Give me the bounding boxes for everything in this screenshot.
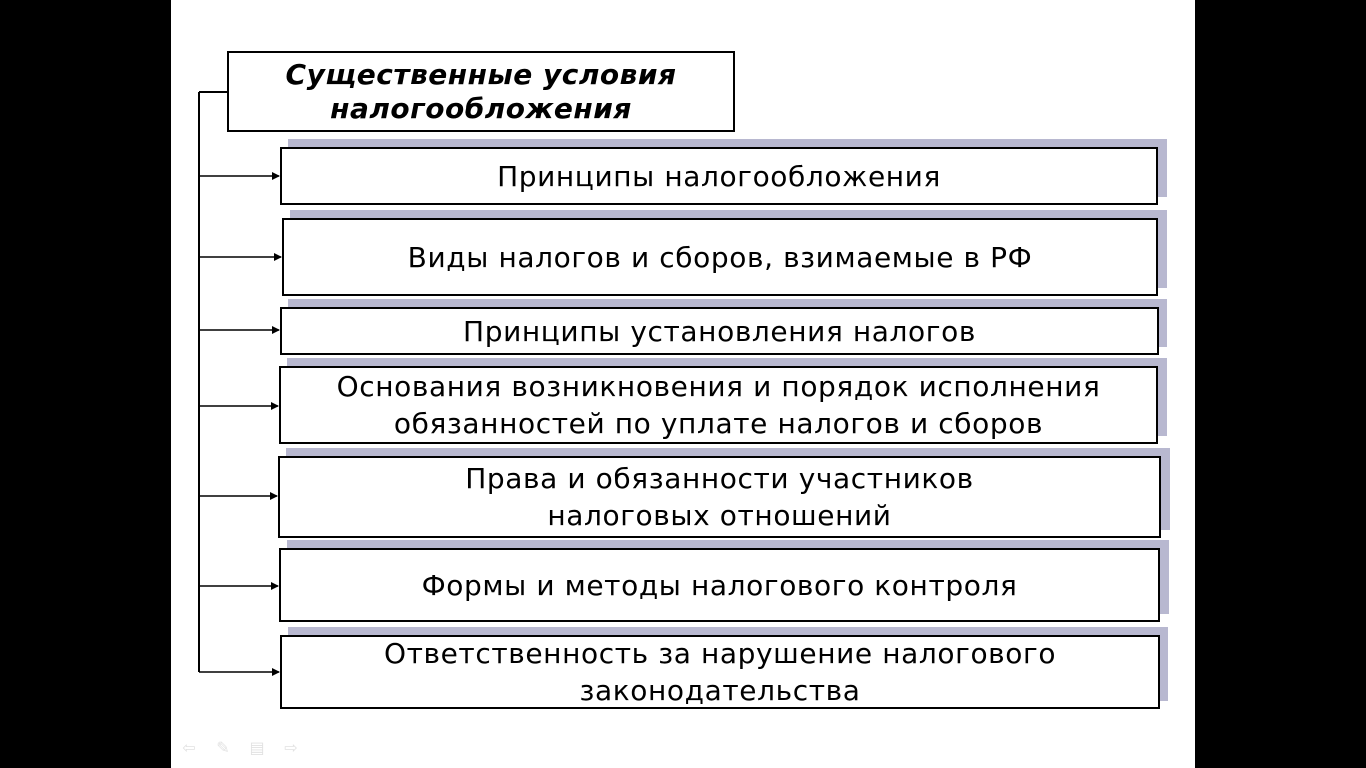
item-box-liability [280,635,1160,709]
title-box [227,51,735,132]
item-label: Принципы налогообложения [497,159,941,193]
item-label: Формы и методы налогового контроля [421,568,1018,602]
slide-nav-controls [179,738,301,757]
pen-icon[interactable]: ✎ [216,738,230,757]
arrow-right-icon[interactable]: ⇨ [284,738,298,757]
item-label: Виды налогов и сборов, взимаемые в РФ [407,240,1033,274]
item-label: Принципы установления налогов [463,314,976,348]
item-box-obligation-grounds [279,366,1158,444]
item-box-rights-duties [278,456,1161,538]
menu-icon[interactable]: ▤ [249,738,265,757]
item-label: Ответственность за нарушение налогового законодательства [383,637,1057,707]
item-box-control-methods [279,548,1160,622]
diagram-title: Существенные условия налогообложения [285,57,677,125]
slide [171,0,1195,768]
item-box-establishment-principles [280,307,1159,355]
item-label: Права и обязанности участников налоговых отношений [465,462,974,532]
arrow-left-icon[interactable]: ⇦ [182,738,196,757]
item-box-principles [280,147,1158,205]
item-label: Основания возникновения и порядок исполнения обязанностей по уплате налогов и сборов [336,370,1101,440]
item-box-tax-types [282,218,1158,296]
